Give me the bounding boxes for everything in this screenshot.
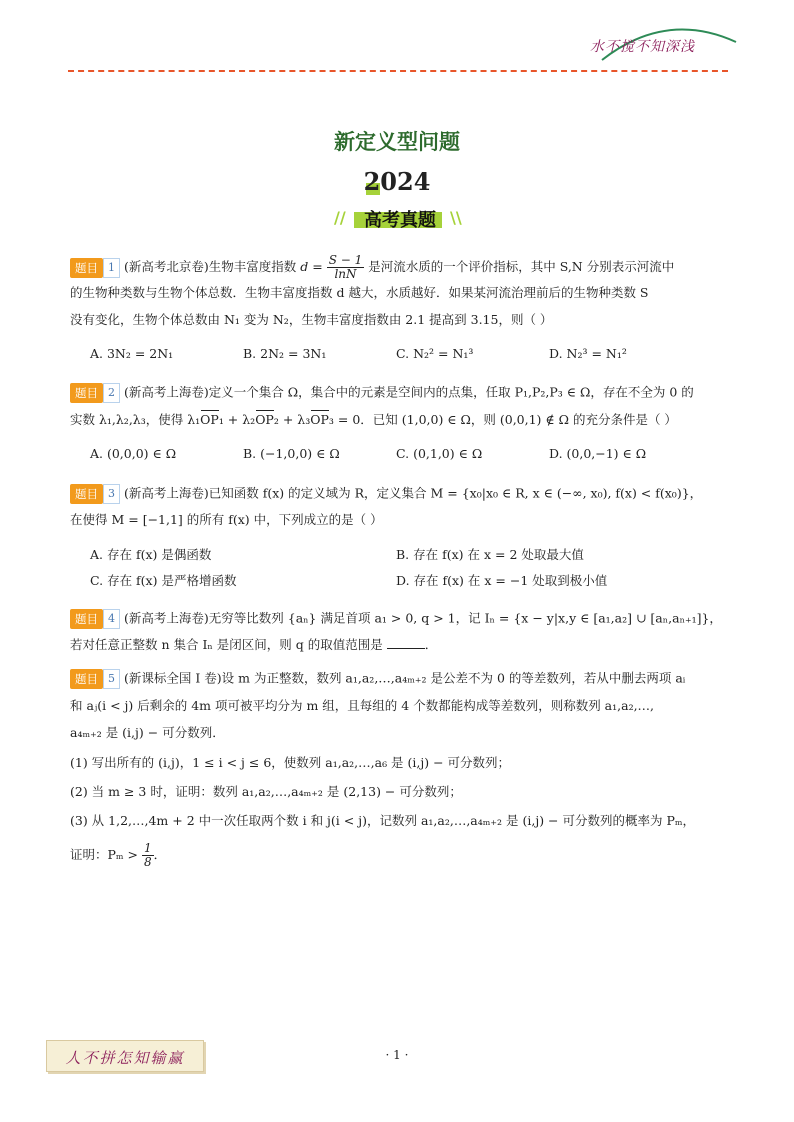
question-5-part-3-proof: 证明：Pₘ > $\frac{1}{8}$ ． — [70, 841, 167, 869]
question-3-options — [90, 545, 730, 591]
question-number: 1 — [103, 258, 120, 278]
option-d: D. N₂³ = N₁² — [549, 346, 627, 361]
option-b: B. (−1,0,0) ∈ Ω — [243, 446, 340, 461]
left-slash-decoration: // — [334, 208, 346, 227]
section-heading-text: 高考真题 — [364, 210, 436, 231]
fraction: $\frac{S - 1}{\ln N}$ — [328, 253, 363, 281]
answer-blank[interactable] — [387, 636, 425, 649]
option-a: A. 存在 f(x) 是偶函数 — [90, 547, 212, 562]
question-text: 已知函数 f(x) 的定义域为 R，定义集合 M = {x₀|x₀ ∈ R, x ∈ (−∞, x₀), f(x) < f(x₀)}， — [208, 485, 703, 501]
question-5-part-3: (3) 从 1,2,…,4m + 2 中一次任取两个数 i 和 j(i < j)，记数列 a₁,a₂,…,a₄ₘ₊₂ 是 (i,j) − 可分数列的概率为 Pₘ， — [70, 813, 696, 828]
vector-op2: OP — [255, 412, 274, 427]
question-text: 定义一个集合 Ω，集合中的元素是空间内的点集，任取 P₁,P₂,P₃ ∈ Ω，存在不全为 0 的 — [208, 384, 694, 400]
question-1-options — [90, 346, 730, 364]
question-1-line-1: 题目 1 (新高考北京卷)生物丰富度指数 d = $\frac{S - 1}{\ln N}$ 是河流水质的一个评价指标，其中 S,N 分别表示河流中 — [70, 254, 740, 281]
page-number: · 1 · — [385, 1048, 409, 1062]
question-text: 无穷等比数列 {aₙ} 满足首项 a₁ > 0, q > 1，记 Iₙ = {x − y|x,y ∈ [a₁,a₂] ∪ [aₙ,aₙ₊₁]}， — [208, 610, 722, 626]
vector-op1: OP — [200, 412, 219, 427]
question-5-line-3: a₄ₘ₊₂ 是 (i,j) − 可分数列． — [70, 725, 225, 740]
question-source: (新高考北京卷) — [124, 259, 209, 274]
section-heading — [334, 204, 466, 234]
question-number: 3 — [103, 484, 120, 504]
option-b: B. 存在 f(x) 在 x = 2 处取最大值 — [396, 547, 584, 562]
question-5-part-1: (1) 写出所有的 (i,j)，1 ≤ i < j ≤ 6，使数列 a₁,a₂,…,a₆ 是 (i,j) − 可分数列； — [70, 755, 511, 770]
question-source: (新课标全国 I 卷) — [124, 670, 222, 686]
page-title: 新定义型问题 — [334, 130, 460, 154]
question-source: (新高考上海卷) — [124, 485, 209, 501]
question-2-options — [90, 446, 730, 464]
question-text: 是河流水质的一个评价指标，其中 S,N 分别表示河流中 — [368, 259, 675, 274]
question-badge: 题目 — [70, 258, 103, 278]
option-a: A. 3N₂ = 2N₁ — [90, 346, 174, 361]
question-4-line-1 — [70, 609, 740, 629]
question-5-line-2: 和 aⱼ(i < j) 后剩余的 4m 项可被平均分为 m 组，且每组的 4 个数都能构成等差数列，则称数列 a₁,a₂,…, — [70, 698, 655, 713]
right-slash-decoration: \\ — [450, 208, 462, 227]
option-d: D. (0,0,−1) ∈ Ω — [549, 446, 647, 461]
option-c: C. (0,1,0) ∈ Ω — [396, 446, 483, 461]
option-c: C. N₂² = N₁³ — [396, 346, 474, 361]
fraction: $\frac{1}{8}$ — [144, 841, 152, 869]
footer-motto: 人不拼怎知输赢 — [65, 1049, 185, 1067]
question-2-line-2: 实数 λ₁,λ₂,λ₃，使得 λ₁OP₁ + λ₂OP₂ + λ₃OP₃ = 0．已知 (1,0,0) ∈ Ω，则 (0,0,1) ∉ Ω 的充分条件是（ ） — [70, 412, 677, 427]
vector-op3: OP — [310, 412, 329, 427]
question-source: (新高考上海卷) — [124, 384, 209, 400]
question-1-line-2: 的生物种类数与生物个体总数．生物丰富度指数 d 越大，水质越好．如果某河流治理前后的生物种类数 S — [70, 285, 649, 300]
option-d: D. 存在 f(x) 在 x = −1 处取到极小值 — [396, 573, 608, 588]
question-number: 2 — [103, 383, 120, 403]
question-4-line-2: 若对任意正整数 n 集合 Iₙ 是闭区间，则 q 的取值范围是 ． — [70, 637, 438, 652]
question-text: 设 m 为正整数，数列 a₁,a₂,…,a₄ₘ₊₂ 是公差不为 0 的等差数列，若从中删去两项 aᵢ — [221, 670, 686, 686]
question-number: 4 — [103, 609, 120, 629]
question-badge: 题目 — [70, 383, 103, 403]
header-divider — [68, 70, 728, 72]
year-heading: 2024 — [363, 167, 431, 196]
question-badge: 题目 — [70, 609, 103, 629]
question-1-line-3: 没有变化，生物个体总数由 N₁ 变为 N₂，生物丰富度指数由 2.1 提高到 3.15，则（ ） — [70, 312, 553, 327]
header-motto: 水不搅不知深浅 — [590, 39, 695, 55]
question-source: (新高考上海卷) — [124, 610, 209, 626]
question-3-line-2: 在使得 M = [−1,1] 的所有 f(x) 中，下列成立的是（ ） — [70, 512, 383, 527]
option-c: C. 存在 f(x) 是严格增函数 — [90, 573, 237, 588]
question-2-line-1 — [70, 383, 740, 403]
option-b: B. 2N₂ = 3N₁ — [243, 346, 327, 361]
question-3-line-1 — [70, 484, 740, 504]
question-5-line-1 — [70, 669, 740, 689]
question-5-part-2: (2) 当 m ≥ 3 时，证明：数列 a₁,a₂,…,a₄ₘ₊₂ 是 (2,13) − 可分数列； — [70, 784, 462, 799]
question-badge: 题目 — [70, 484, 103, 504]
question-badge: 题目 — [70, 669, 103, 689]
question-text: 生物丰富度指数 — [208, 259, 297, 274]
question-number: 5 — [103, 669, 120, 689]
option-a: A. (0,0,0) ∈ Ω — [90, 446, 177, 461]
